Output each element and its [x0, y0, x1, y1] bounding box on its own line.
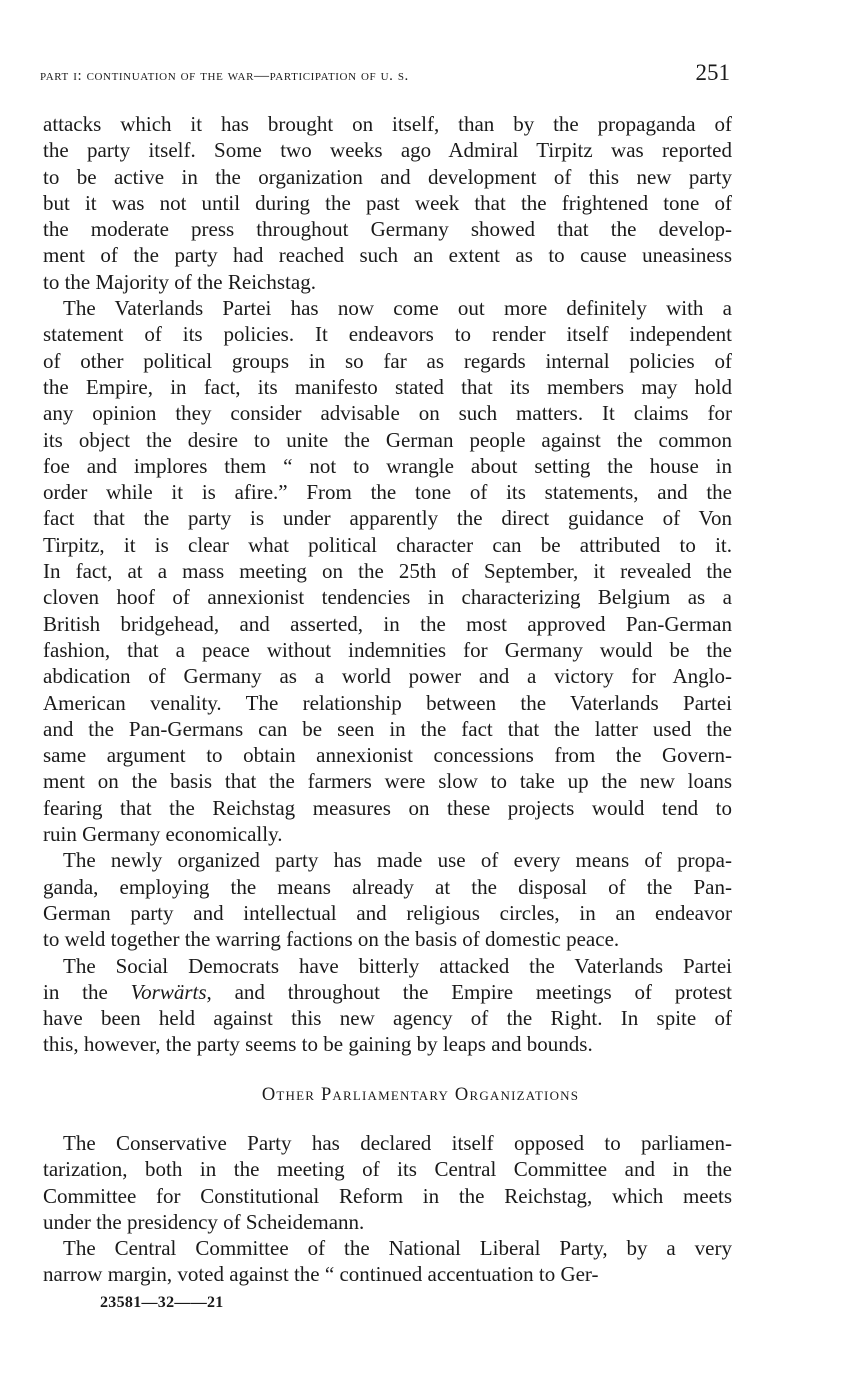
text-line: the party itself. Some two weeks ago Admiral Tirpitz was reported [43, 138, 732, 163]
text-line: the moderate press throughout Germany showed that the develop- [43, 217, 732, 242]
paragraph [43, 1235, 732, 1288]
text-line: The Social Democrats have bitterly attacked the Vaterlands Partei [63, 953, 732, 978]
text-line: but it was not until during the past week that the frightened tone of [43, 190, 732, 215]
text-line: order while it is afire.” From the tone of its statements, and the [43, 480, 732, 505]
text-line: tarization, both in the meeting of its Central Committee and in the [43, 1157, 732, 1182]
text-line: In fact, at a mass meeting on the 25th of September, it revealed the [43, 559, 732, 584]
printer-signature-mark: 23581—32——21 [100, 1294, 224, 1311]
running-header [40, 58, 730, 90]
text-line: statement of its policies. It endeavors to render itself independent [43, 322, 732, 347]
paragraph [43, 847, 732, 952]
text-line: fearing that the Reichstag measures on these projects would tend to [43, 795, 732, 820]
text-line: same argument to obtain annexionist concessions from the Govern- [43, 743, 732, 768]
page-number: 251 [695, 60, 730, 85]
text-line: the Empire, in fact, its manifesto stated that its members may hold [43, 374, 732, 399]
text-line: to the Majority of the Reichstag. [43, 269, 316, 294]
text-line: attacks which it has brought on itself, than by the propaganda of [43, 112, 732, 136]
text-line: ganda, employing the means already at the disposal of the Pan- [43, 874, 732, 899]
paragraph [43, 111, 732, 295]
text-line: cloven hoof of annexionist tendencies in characterizing Belgium as a [43, 585, 732, 610]
text-line: ment on the basis that the farmers were slow to take up the new loans [43, 769, 732, 794]
text-line: Tirpitz, it is clear what political character can be attributed to it. [43, 532, 732, 557]
text-line: American venality. The relationship between the Vaterlands Partei [43, 690, 732, 715]
body-text-bottom [43, 1130, 732, 1288]
text-line: to weld together the warring factions on the basis of domestic peace. [43, 927, 620, 952]
text-line: any opinion they consider advisable on such matters. It claims for [43, 401, 732, 426]
section-heading: Other Parliamentary Organizations [261, 1085, 580, 1105]
text-line: its object the desire to unite the German people against the common [43, 427, 732, 452]
newspaper-title: Vorwärts [130, 979, 207, 1004]
running-title: part i: continuation of the war—participation of u. s. [40, 68, 409, 84]
text-line: German party and intellectual and religious circles, in an endeavor [43, 900, 732, 925]
text-line: fashion, that a peace without indemnities for Germany would be the [43, 637, 732, 662]
text-line: have been held against this new agency of the Right. In spite of [43, 1006, 732, 1031]
text-line: narrow margin, voted against the “ continued accentuation to Ger- [43, 1262, 599, 1287]
text-line: this, however, the party seems to be gaining by leaps and bounds. [43, 1032, 593, 1057]
paragraph [43, 1130, 732, 1235]
text-line: The Conservative Party has declared itself opposed to parliamen- [63, 1131, 732, 1155]
text-line: fact that the party is under apparently the direct guidance of Von [43, 506, 732, 531]
paragraph [43, 953, 732, 1058]
text-line: The newly organized party has made use of every means of propa- [63, 848, 732, 873]
text-line: of other political groups in so far as regards internal policies of [43, 348, 732, 373]
text-line: and the Pan-Germans can be seen in the fact that the latter used the [43, 716, 732, 741]
text-line: The Central Committee of the National Liberal Party, by a very [63, 1236, 732, 1261]
text-line: ruin Germany economically. [43, 822, 283, 847]
text-line: to be active in the organization and development of this new party [43, 164, 732, 189]
text-line: British bridgehead, and asserted, in the most approved Pan-German [43, 611, 732, 636]
text-line: in the Vorwärts, and throughout the Empire meetings of protest [43, 979, 732, 1004]
body-text-top [43, 111, 732, 1058]
text-line: under the presidency of Scheidemann. [43, 1209, 365, 1234]
text-line: abdication of Germany as a world power and a victory for Anglo- [43, 664, 732, 689]
text-line: ment of the party had reached such an extent as to cause uneasiness [43, 243, 732, 268]
paragraph [43, 295, 732, 847]
text-line: foe and implores them “ not to wrangle about setting the house in [43, 453, 732, 478]
text-line: The Vaterlands Partei has now come out more definitely with a [63, 296, 732, 321]
text-line: Committee for Constitutional Reform in the Reichstag, which meets [43, 1183, 732, 1208]
